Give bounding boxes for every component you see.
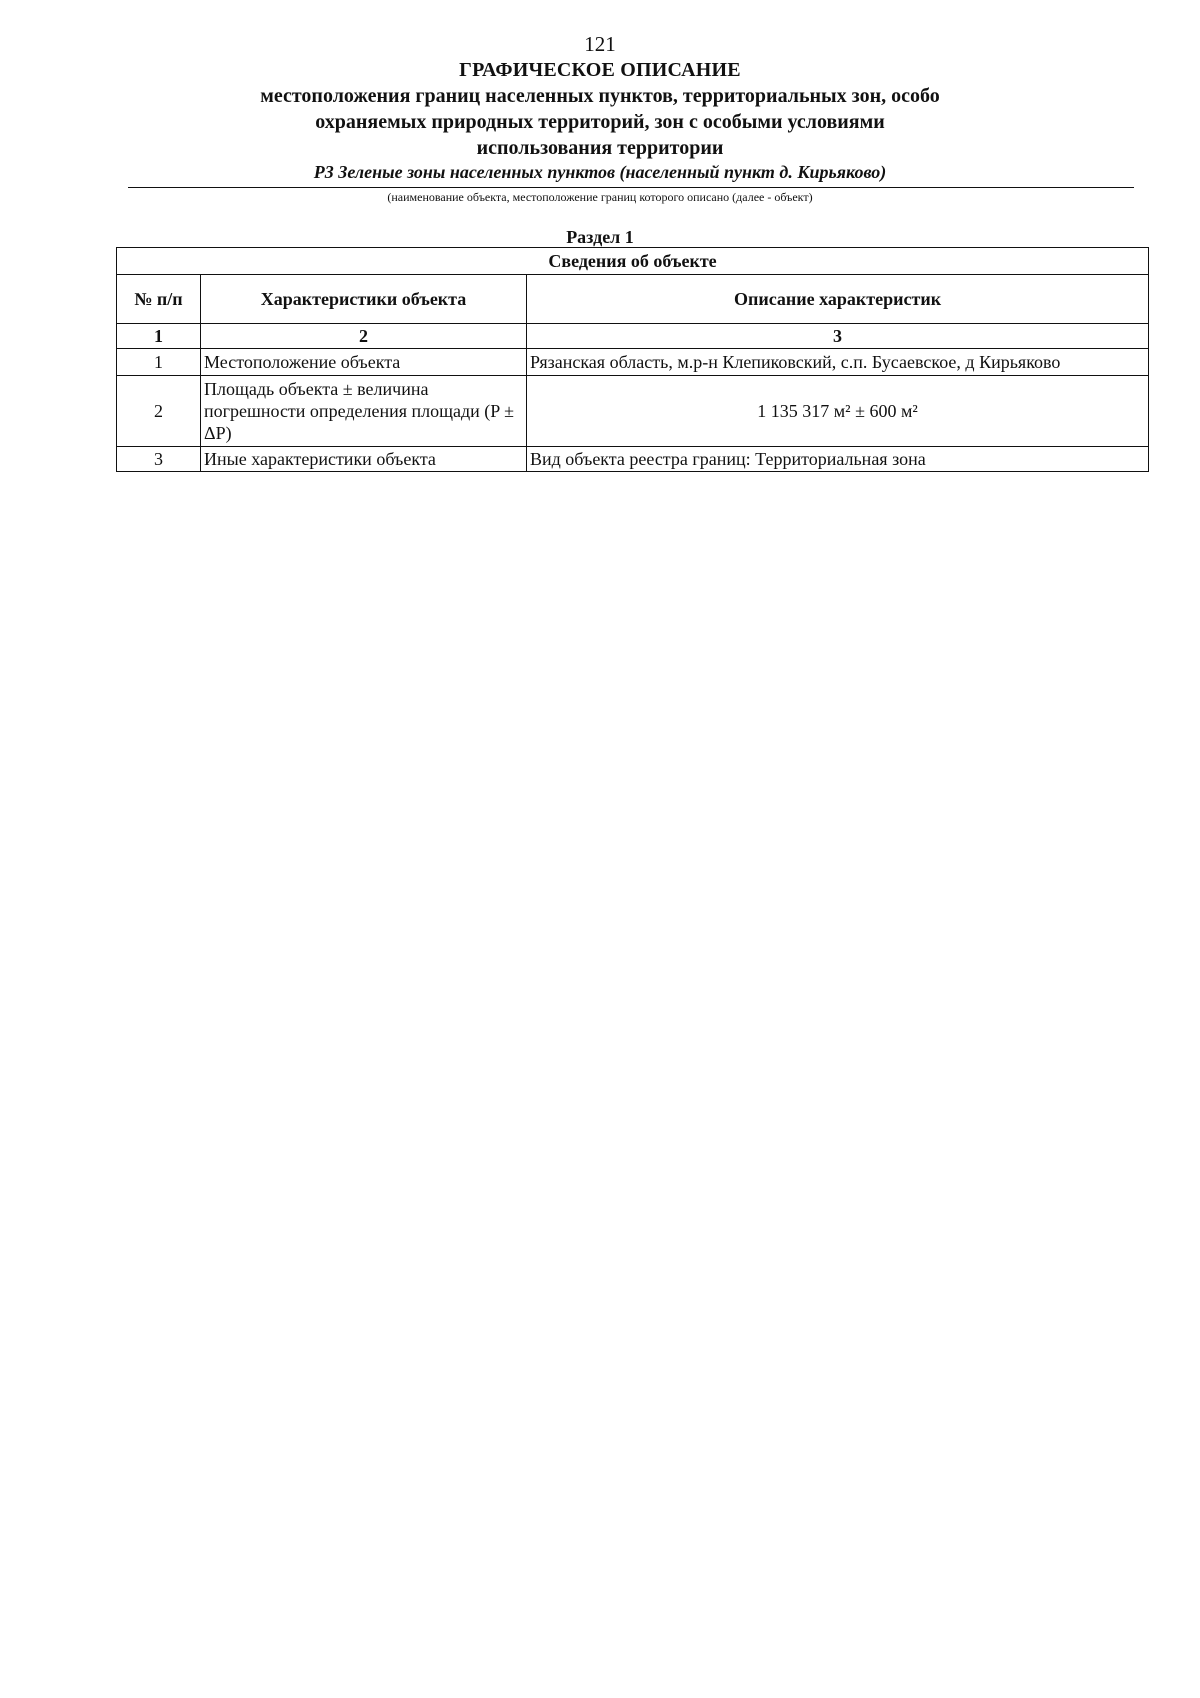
row-number: 1	[117, 349, 201, 376]
column-header-description: Описание характеристик	[527, 275, 1149, 324]
title-block	[0, 58, 1200, 161]
row-description: Вид объекта реестра границ: Территориальная зона	[527, 447, 1149, 472]
row-characteristic: Иные характеристики объекта	[201, 447, 527, 472]
section-title: Раздел 1	[566, 227, 634, 247]
column-number: 3	[527, 324, 1149, 349]
table-row	[117, 349, 1149, 376]
row-description: Рязанская область, м.р-н Клепиковский, с.п. Бусаевское, д Кирьяково	[527, 349, 1149, 376]
table-row	[117, 447, 1149, 472]
table-header-row	[117, 275, 1149, 324]
table-caption-row	[117, 248, 1149, 275]
row-characteristic: Местоположение объекта	[201, 349, 527, 376]
row-characteristic: Площадь объекта ± величина погрешности определения площади (P ± ΔP)	[201, 376, 527, 447]
document-title: ГРАФИЧЕСКОЕ ОПИСАНИЕ	[459, 59, 741, 81]
object-caption: (наименование объекта, местоположение границ которого описано (далее - объект)	[387, 190, 813, 204]
page-number: 121	[584, 32, 616, 56]
object-name-underline	[128, 187, 1134, 188]
object-name: Р3 Зеленые зоны населенных пунктов (населенный пункт д. Кирьяково)	[313, 162, 887, 182]
document-subtitle: местоположения границ населенных пунктов, территориальных зон, особо охраняемых природных территорий, зон с особыми условиями использования территории	[260, 85, 940, 159]
object-info-table	[116, 247, 1149, 472]
row-description: 1 135 317 м² ± 600 м²	[527, 376, 1149, 447]
column-number: 1	[117, 324, 201, 349]
row-number: 2	[117, 376, 201, 447]
column-number: 2	[201, 324, 527, 349]
table-row	[117, 376, 1149, 447]
table-caption: Сведения об объекте	[117, 248, 1149, 275]
row-number: 3	[117, 447, 201, 472]
column-numbers-row	[117, 324, 1149, 349]
column-header-number: № п/п	[117, 275, 201, 324]
column-header-characteristic: Характеристики объекта	[201, 275, 527, 324]
